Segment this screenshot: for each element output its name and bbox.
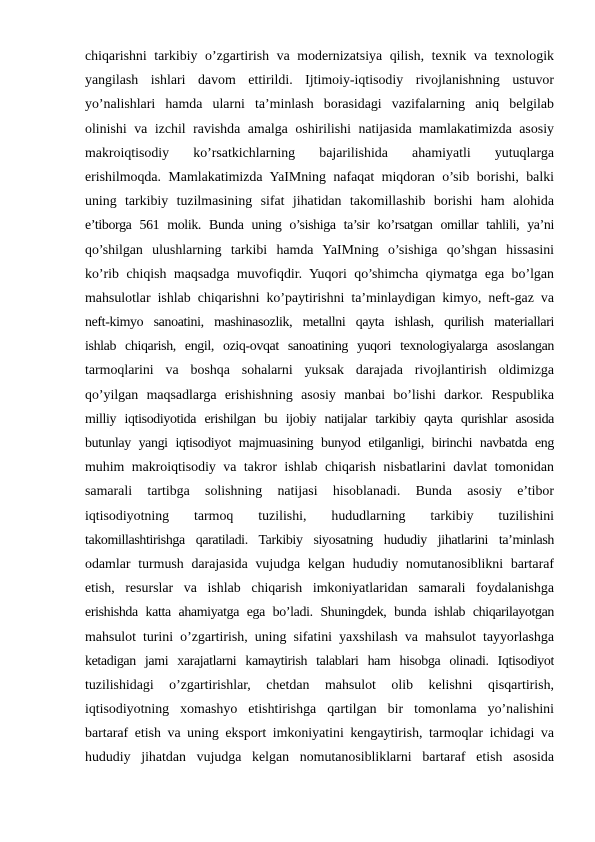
text-line-27: tuzilishidagi o’zgartirishlar, chetdan mahsulot olib kelishni qisqartirish, xyxy=(85,677,554,693)
text-line-2: yangilash ishlari davom ettirildi. Ijtimoiy-iqtisodiy rivojlanishning ustuvor xyxy=(85,73,554,89)
text-line-4: olinishi va izchil ravishda amalga oshirilishi natijasida mamlakatimizda asosiy xyxy=(85,121,554,137)
text-line-29: bartaraf etish va uning eksport imkoniyatini kengaytirish, tarmoqlar ichidagi va xyxy=(85,726,554,742)
text-line-8: e’tiborga 561 molik. Bunda uning o’sishiga ta’sir ko’rsatgan omillar tahlili, ya’ni xyxy=(85,218,554,234)
text-line-24: erishishda katta ahamiyatga ega bo’ladi. Shuningdek, bunda ishlab chiqarilayotgan xyxy=(85,605,554,621)
text-line-30: hududiy jihatdan vujudga kelgan nomutanosibliklarni bartaraf etish asosida xyxy=(85,750,554,766)
text-line-26: ketadigan jami xarajatlarni kamaytirish talablari ham hisobga olinadi. Iqtisodiyot xyxy=(85,653,554,669)
text-line-21: takomillashtirishga qaratiladi. Tarkibiy siyosatning hududiy jihatlarini ta’minlash xyxy=(85,532,554,548)
text-line-12: neft-kimyo sanoatini, mashinasozlik, metallni qayta ishlash, qurilish materiallari xyxy=(85,315,554,331)
text-line-16: milliy iqtisodiyotida erishilgan bu ijobiy natijalar tarkibiy qayta qurishlar asosida xyxy=(85,411,554,427)
text-line-1: chiqarishni tarkibiy o’zgartirish va modernizatsiya qilish, texnik va texnologik xyxy=(85,49,554,64)
text-line-22: odamlar turmush darajasida vujudga kelgan hududiy nomutanosiblikni bartaraf xyxy=(85,556,554,572)
text-line-20: iqtisodiyotning tarmoq tuzilishi, hududlarning tarkibiy tuzilishini xyxy=(85,508,554,524)
text-line-25: mahsulot turini o’zgartirish, uning sifatini yaxshilash va mahsulot tayyorlashga xyxy=(85,629,554,645)
text-line-9: qo’shilgan ulushlarning tarkibi hamda YaIMning o’sishiga qo’shgan hissasini xyxy=(85,242,554,258)
text-line-19: samarali tartibga solishning natijasi hisoblanadi. Bunda asosiy e’tibor xyxy=(85,484,554,500)
text-line-17: butunlay yangi iqtisodiyot majmuasining bunyod etilganligi, birinchi navbatda eng xyxy=(85,436,554,451)
text-line-3: yo’nalishlari hamda ularni ta’minlash borasidagi vazifalarning aniq belgilab xyxy=(85,97,554,113)
text-line-5: makroiqtisodiy ko’rsatkichlarning bajarilishida ahamiyatli yutuqlarga xyxy=(85,145,554,161)
text-line-15: qo’yilgan maqsadlarga erishishning asosiy manbai bo’lishi darkor. Respublika xyxy=(85,387,554,403)
text-line-11: mahsulotlar ishlab chiqarishni ko’paytirishni ta’minlaydigan kimyo, neft-gaz va xyxy=(85,290,554,306)
text-line-23: etish, resurslar va ishlab chiqarish imkoniyatlaridan samarali foydalanishga xyxy=(85,581,554,597)
text-line-7: uning tarkibiy tuzilmasining sifat jihatidan takomillashib borishi ham alohida xyxy=(85,194,554,210)
body-text xyxy=(85,48,554,774)
text-line-13: ishlab chiqarish, engil, oziq-ovqat sanoatining yuqori texnologiyalarga asoslangan xyxy=(85,339,554,355)
text-line-14: tarmoqlarini va boshqa sohalarni yuksak darajada rivojlantirish oldimizga xyxy=(85,363,554,379)
text-line-28: iqtisodiyotning xomashyo etishtirishga qartilgan bir tomonlama yo’nalishini xyxy=(85,702,554,718)
text-line-10: ko’rib chiqish maqsadga muvofiqdir. Yuqori qo’shimcha qiymatga ega bo’lgan xyxy=(85,266,554,282)
text-line-18: muhim makroiqtisodiy va takror ishlab chiqarish nisbatlarini davlat tomonidan xyxy=(85,460,554,476)
text-line-6: erishilmoqda. Mamlakatimizda YaIMning nafaqat miqdoran o’sib borishi, balki xyxy=(85,169,554,185)
